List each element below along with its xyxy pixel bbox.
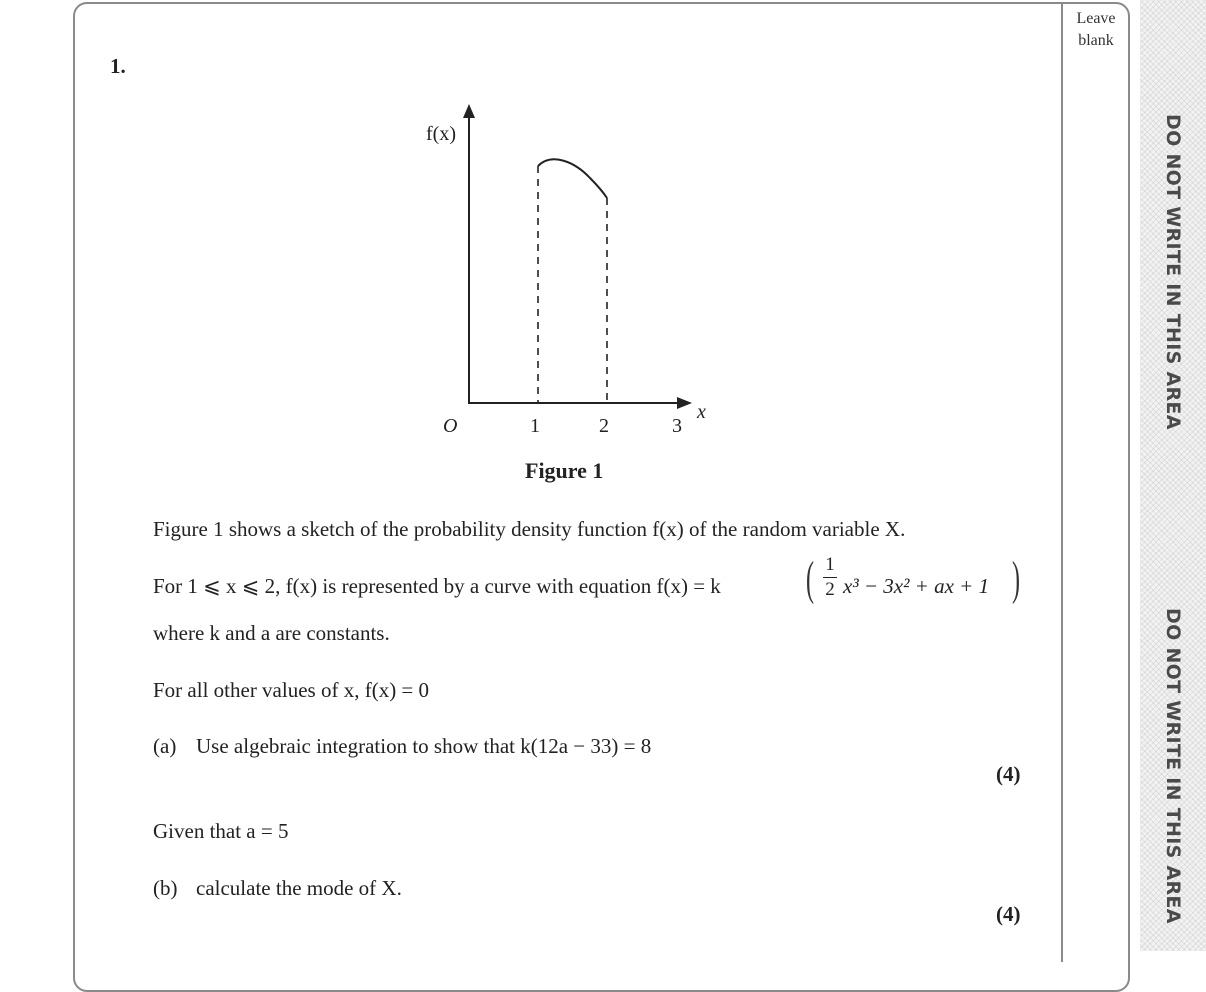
tick-label-3: 3 [672,415,682,437]
part-a-text: Use algebraic integration to show that k(12a − 33) = 8 [196,734,652,758]
part-a-label: (a) [153,734,177,758]
figure-caption: Figure 1 [525,458,604,483]
fraction-half [823,555,837,600]
density-curve [538,159,607,198]
origin-label: O [443,415,458,437]
fraction-bar [823,577,837,578]
given-text: Given that a = 5 [153,819,289,843]
question-number: 1. [110,54,126,78]
part-b-text: calculate the mode of X. [196,876,402,900]
right-paren: ) [1011,552,1020,605]
leave-blank-line2: blank [1078,32,1114,49]
part-b-label: (b) [153,876,178,900]
constants-text: where k and a are constants. [153,621,390,645]
equation-line-end: x³ − 3x² + ax + 1 [843,574,990,598]
y-axis-label: f(x) [426,123,456,145]
tick-label-1: 1 [530,415,540,437]
tick-label-2: 2 [599,415,609,437]
marks-part-b: (4) [996,902,1021,926]
left-paren: ( [805,552,814,605]
leave-blank-line1: Leave [1076,10,1116,27]
x-axis-label: x [697,401,706,423]
other-values-text: For all other values of x, f(x) = 0 [153,678,430,702]
equation-line-start: For 1 ⩽ x ⩽ 2, f(x) is represented by a curve with equation f(x) = k [153,574,721,598]
fraction-numerator: 1 [825,554,835,575]
x-axis-arrow-icon [677,397,692,409]
marks-part-a: (4) [996,762,1021,786]
margin-warning-bottom: DO NOT WRITE IN THIS AREA [1162,608,1184,924]
intro-text: Figure 1 shows a sketch of the probability density function f(x) of the random variable X. [153,517,906,541]
fraction-denominator: 2 [825,579,835,600]
y-axis-arrow-icon [463,104,475,118]
margin-warning-top: DO NOT WRITE IN THIS AREA [1162,114,1184,430]
